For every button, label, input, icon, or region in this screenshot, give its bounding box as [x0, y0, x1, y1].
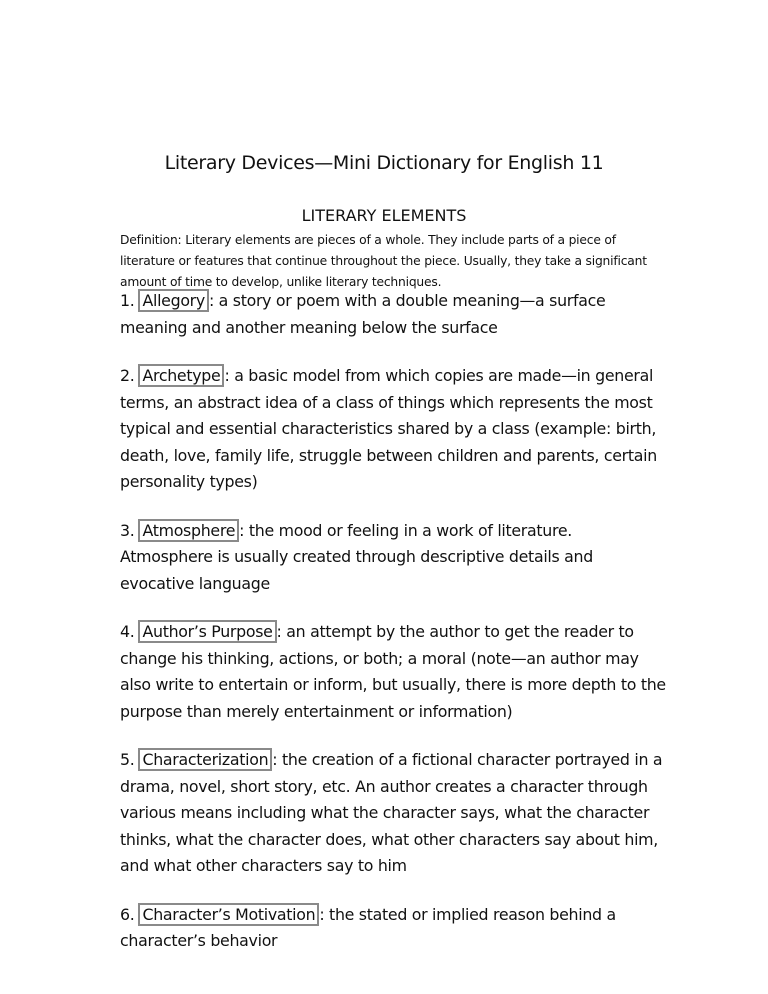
term-name: Archetype	[138, 364, 224, 387]
term-entry	[120, 288, 668, 341]
term-number: 2.	[120, 366, 135, 385]
term-entry	[120, 619, 668, 725]
section-heading: LITERARY ELEMENTS	[301, 206, 467, 225]
term-number: 6.	[120, 904, 135, 924]
term-entry	[120, 363, 668, 496]
term-name: Allegory	[138, 289, 208, 312]
term-name: Character’s Motivation	[138, 903, 319, 926]
term-number: 5.	[120, 750, 135, 769]
term-number: 4.	[120, 622, 135, 641]
term-entry	[120, 747, 668, 880]
term-number: 3.	[120, 520, 135, 540]
term-list	[120, 288, 668, 977]
term-number: 1.	[120, 291, 135, 310]
term-name: Atmosphere	[138, 519, 239, 542]
section-definition: Definition: Literary elements are pieces of a whole. They include parts of a piece of literature or features that continue throughout the piece. Usually, they take a significant amount of time to develop, unlike literary techniques.	[120, 233, 647, 289]
term-entry	[120, 902, 668, 955]
term-entry	[120, 518, 668, 598]
document-title: Literary Devices—Mini Dictionary for English 11	[164, 152, 604, 174]
term-definition: : the creation of a fictional character portrayed in a drama, novel, short story, etc. An author creates a character through various means including what the character says, what the character thinks, what the character does, what other characters say about him, and what other characters say to him	[120, 750, 663, 875]
term-definition: : the stated or implied reason behind a character’s behavior	[120, 904, 616, 950]
term-name: Characterization	[138, 748, 272, 771]
term-name: Author’s Purpose	[138, 620, 276, 643]
term-definition: : a basic model from which copies are made—in general terms, an abstract idea of a class of things which represents the most typical and essential characteristics shared by a class (example: birth, death, love, family life, struggle between children and parents, certain personality types)	[120, 366, 657, 491]
term-definition: : a story or poem with a double meaning—a surface meaning and another meaning below the surface	[120, 291, 606, 337]
term-definition: : the mood or feeling in a work of literature. Atmosphere is usually created through descriptive details and evocative language	[120, 520, 593, 593]
term-definition: : an attempt by the author to get the reader to change his thinking, actions, or both; a moral (note—an author may also write to entertain or inform, but usually, there is more depth to the purpose than merely entertainment or information)	[120, 622, 666, 721]
